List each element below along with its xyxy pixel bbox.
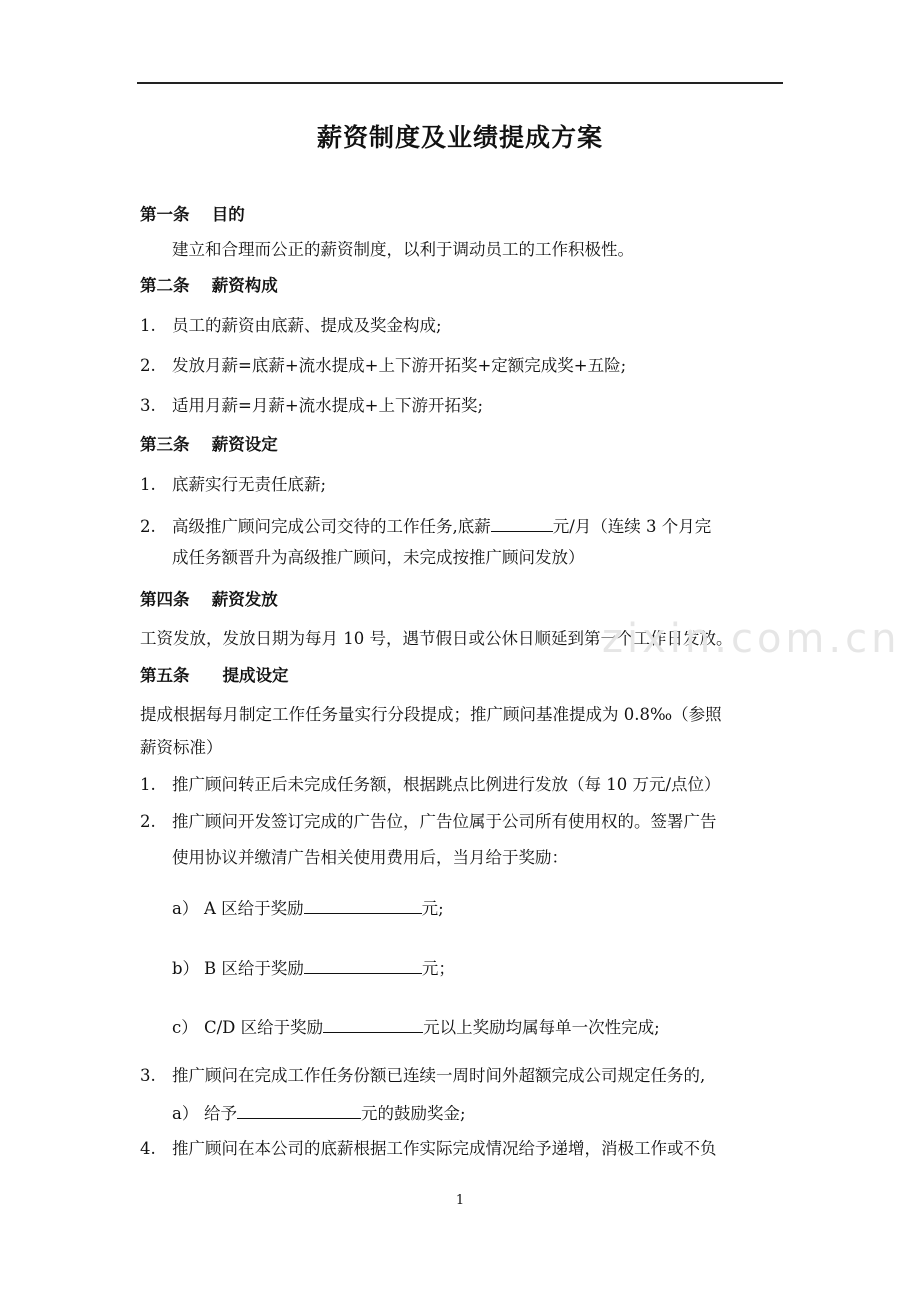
list-text: 推广顾问开发签订完成的广告位，广告位属于公司所有使用权的。签署广告 (172, 812, 717, 831)
sub-label: a） (172, 899, 199, 918)
article-2-heading: 第二条 薪资构成 (140, 276, 278, 295)
article-4-heading: 第四条 薪资发放 (140, 590, 278, 609)
list-text: 元/月（连续 3 个月完 (552, 517, 712, 536)
document-title: 薪资制度及业绩提成方案 (316, 123, 603, 152)
blank-line (304, 955, 422, 974)
list-text: 推广顾问在本公司的底薪根据工作实际完成情况给予递增，消极工作或不负 (172, 1139, 717, 1158)
list-item (140, 773, 721, 797)
list-item (140, 1064, 705, 1088)
article-5-body-continuation: 薪资标准） (140, 738, 223, 757)
sub-text: 给予 (204, 1104, 237, 1123)
blank-line (304, 895, 422, 914)
list-number: 4. (140, 1139, 156, 1158)
article-5-body: 提成根据每月制定工作任务量实行分段提成；推广顾问基准提成为 0.8‰（参照 (140, 705, 722, 724)
sub-label: b） (172, 959, 200, 978)
list-item (140, 1137, 717, 1161)
header-rule (137, 82, 783, 84)
list-item-continuation: 使用协议并缴清广告相关使用费用后，当月给于奖励： (172, 848, 568, 867)
list-item-continuation: 成任务额晋升为高级推广顾问，未完成按推广顾问发放） (172, 548, 585, 567)
list-number: 2. (140, 356, 156, 375)
list-item (140, 354, 626, 378)
list-number: 2. (140, 812, 156, 831)
sub-text: B 区给于奖励 (204, 959, 304, 978)
list-number: 3. (140, 396, 156, 415)
list-item (140, 314, 442, 338)
list-text: 高级推广顾问完成公司交待的工作任务,底薪 (172, 517, 491, 536)
list-text: 发放月薪=底薪+流水提成+上下游开拓奖+定额完成奖+五险; (172, 356, 627, 375)
list-item (140, 810, 717, 834)
list-text: 底薪实行无责任底薪; (172, 475, 327, 494)
list-item (140, 513, 711, 539)
list-item (140, 473, 326, 497)
sub-text: 元以上奖励均属每单一次性完成; (423, 1018, 660, 1037)
sub-text: 元; (421, 899, 444, 918)
sub-text: 元的鼓励奖金; (361, 1104, 466, 1123)
list-number: 3. (140, 1066, 156, 1085)
blank-line (491, 513, 553, 532)
sub-text: 元； (421, 959, 455, 978)
list-text: 推广顾问转正后未完成任务额，根据跳点比例进行发放（每 10 万元/点位） (172, 775, 721, 794)
article-1-heading: 第一条 目的 (140, 205, 245, 224)
list-number: 1. (140, 775, 156, 794)
blank-line (323, 1014, 423, 1033)
list-item (140, 394, 483, 418)
sub-label: a） (172, 1104, 199, 1123)
sub-text: A 区给于奖励 (204, 899, 304, 918)
sub-item (172, 1100, 466, 1126)
watermark: zixin.com.cn (602, 616, 901, 662)
page-number: 1 (455, 1193, 465, 1208)
article-4-body: 工资发放，发放日期为每月 10 号，遇节假日或公休日顺延到第一个工作日发放。 (140, 629, 733, 648)
blank-line (237, 1100, 361, 1119)
article-3-heading: 第三条 薪资设定 (140, 435, 278, 454)
list-text: 员工的薪资由底薪、提成及奖金构成; (172, 316, 442, 335)
sub-item (172, 895, 444, 921)
list-number: 1. (140, 316, 156, 335)
list-text: 适用月薪=月薪+流水提成+上下游开拓奖; (172, 396, 484, 415)
list-text: 推广顾问在完成工作任务份额已连续一周时间外超额完成公司规定任务的, (172, 1066, 706, 1085)
list-number: 2. (140, 517, 156, 536)
article-5-heading: 第五条 提成设定 (140, 666, 289, 685)
list-number: 1. (140, 475, 156, 494)
sub-item (172, 955, 455, 981)
sub-text: C/D 区给于奖励 (204, 1018, 324, 1037)
sub-label: c） (172, 1018, 198, 1037)
article-1-body: 建立和合理而公正的薪资制度，以利于调动员工的工作积极性。 (172, 240, 634, 259)
sub-item (172, 1014, 660, 1040)
